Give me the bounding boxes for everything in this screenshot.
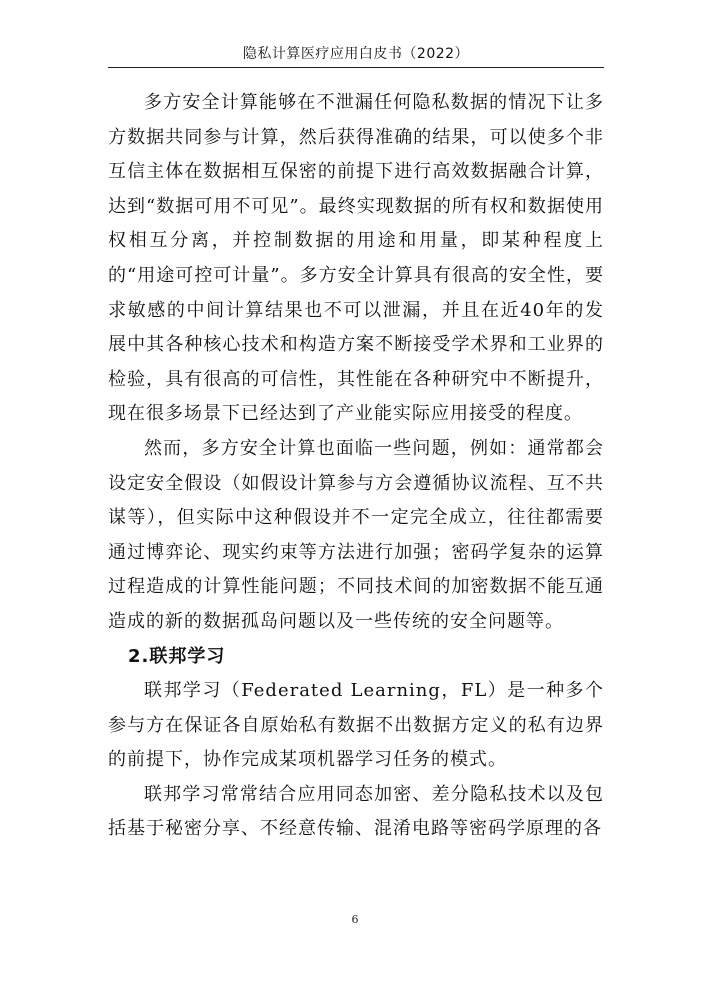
paragraph-fl-definition: 联邦学习（Federated Learning，FL）是一种多个参与方在保证各自原始私有数据不出数据方定义的私有边界的前提下，协作完成某项机器学习任务的模式。 <box>108 680 604 771</box>
running-header: 隐私计算医疗应用白皮书（2022） <box>242 46 470 62</box>
page-number: 6 <box>351 913 359 926</box>
paragraph-fl-techniques: 联邦学习常常结合应用同态加密、差分隐私技术以及包括基于秘密分享、不经意传输、混淆电路等密码学原理的各 <box>108 783 604 840</box>
paragraph-mpc-overview: 多方安全计算能够在不泄漏任何隐私数据的情况下让多方数据共同参与计算，然后获得准确的结果，可以使多个非互信主体在数据相互保密的前提下进行高效数据融合计算，达到“数据可用不可见”。最终实现数据的所有权和数据使用权相互分离，并控制数据的用途和用量，即某种程度上的“用途可控可计量”。多方安全计算具有很高的安全性，要求敏感的中间计算结果也不可以泄漏，并且在近40年的发展中其各种核心技术和构造方案不断接受学术界和工业界的检验，具有很高的可信性，其性能在各种研究中不断提升，现在很多场景下已经达到了产业能实际应用接受的程度。 <box>108 92 604 425</box>
paragraph-mpc-issues: 然而，多方安全计算也面临一些问题，例如：通常都会设定安全假设（如假设计算参与方会遵循协议流程、互不共谋等），但实际中这种假设并不一定完全成立，往往都需要通过博弈论、现实约束等方法进行加强；密码学复杂的运算过程造成的计算性能问题；不同技术间的加密数据不能互通造成的新的数据孤岛问题以及一些传统的安全问题等。 <box>108 437 604 632</box>
page-body <box>108 86 604 847</box>
header-divider <box>108 67 604 68</box>
section-heading-federated-learning: 2.联邦学习 <box>128 645 226 667</box>
